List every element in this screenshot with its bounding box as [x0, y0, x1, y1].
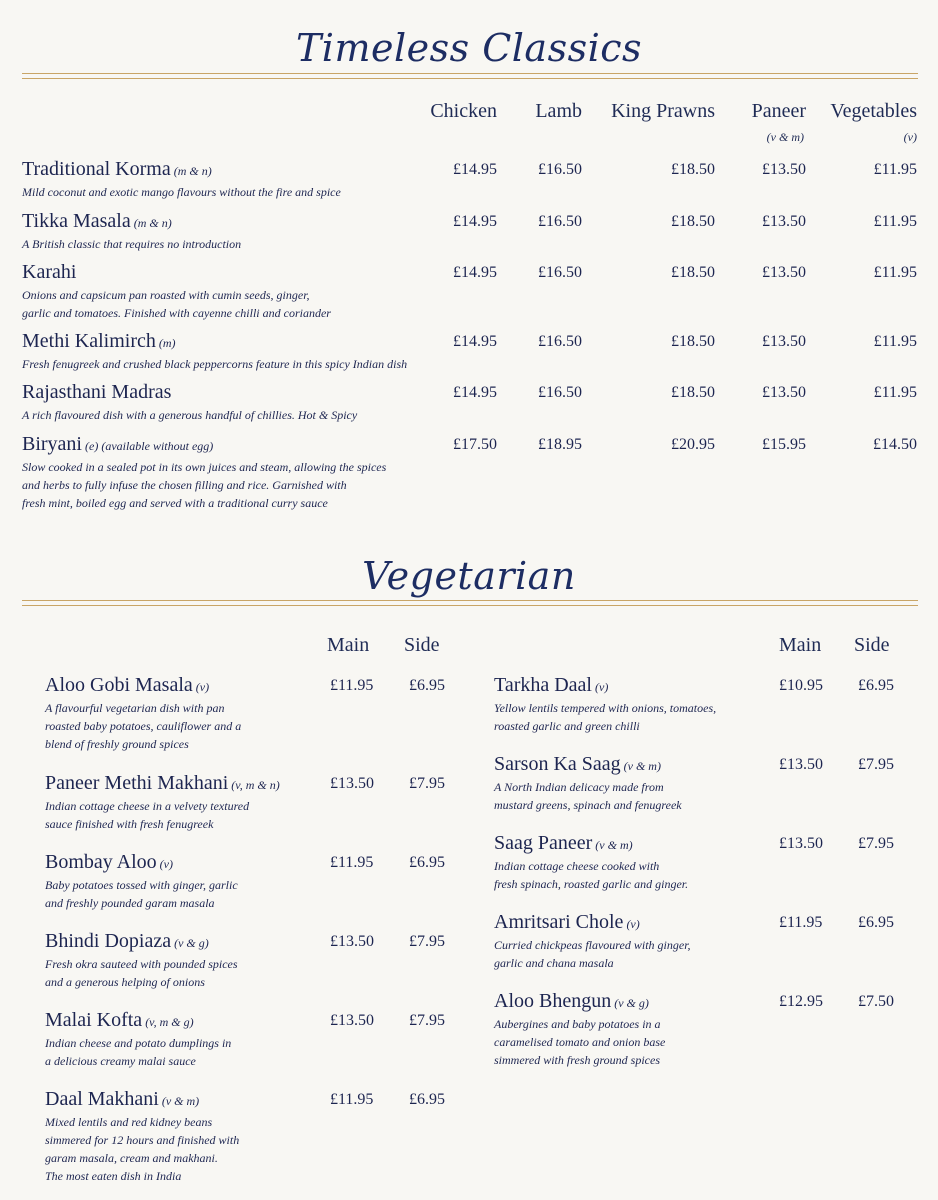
veg-dish-item — [45, 1088, 239, 1185]
dietary-tag: (m & n) — [173, 164, 212, 178]
dish-description — [22, 406, 357, 424]
dish-description — [45, 955, 238, 991]
description-line: simmered with fresh ground spices — [494, 1053, 660, 1067]
dish-price: £14.95 — [453, 264, 497, 281]
dish-name — [22, 261, 331, 284]
dish-title: Sarson Ka Saag — [494, 753, 621, 775]
dish-title: Traditional Korma — [22, 158, 171, 180]
dish-price: £18.50 — [671, 264, 715, 281]
dietary-tag: (v & m) — [595, 838, 633, 852]
dish-price: £18.50 — [671, 213, 715, 230]
description-line: and herbs to fully infuse the chosen filling and rice. Garnished with — [22, 478, 347, 492]
description-line: sauce finished with fresh fenugreek — [45, 817, 214, 831]
main-price: £11.95 — [330, 1091, 374, 1108]
column-note: (v) — [903, 130, 917, 144]
dish-item — [22, 261, 331, 322]
veg-dish-item — [45, 930, 238, 991]
side-price: £7.95 — [858, 756, 894, 773]
dietary-tag: (v, m & g) — [145, 1015, 194, 1029]
dish-title: Paneer Methi Makhani — [45, 772, 229, 794]
dish-description — [45, 1034, 231, 1070]
dish-price: £17.50 — [453, 436, 497, 453]
dish-price: £16.50 — [538, 333, 582, 350]
description-line: mustard greens, spinach and fenugreek — [494, 798, 682, 812]
description-line: simmered for 12 hours and finished with — [45, 1133, 240, 1147]
description-line: Aubergines and baby potatoes in a — [494, 1017, 661, 1031]
dish-price: £16.50 — [538, 384, 582, 401]
main-price: £13.50 — [330, 933, 374, 950]
dish-description — [22, 235, 241, 253]
description-line: roasted garlic and green chilli — [494, 719, 640, 733]
dish-price: £16.50 — [538, 213, 582, 230]
dish-title: Rajasthani Madras — [22, 381, 172, 403]
dish-item — [22, 158, 341, 201]
dish-name — [45, 772, 280, 795]
main-price: £13.50 — [779, 835, 823, 852]
dish-price: £13.50 — [762, 213, 806, 230]
side-price: £7.95 — [858, 835, 894, 852]
dish-title: Biryani — [22, 433, 82, 455]
dish-price: £16.50 — [538, 264, 582, 281]
dish-description — [494, 857, 688, 893]
dish-description — [45, 1113, 239, 1185]
description-line: roasted baby potatoes, cauliflower and a — [45, 719, 242, 733]
dish-name — [45, 851, 238, 874]
dish-price: £18.50 — [671, 161, 715, 178]
description-line: A flavourful vegetarian dish with pan — [45, 701, 225, 715]
dish-price: £11.95 — [873, 384, 917, 401]
veg-dish-item — [494, 990, 665, 1069]
dish-name — [22, 210, 241, 233]
veg-dish-item — [45, 674, 241, 753]
dish-item — [22, 433, 386, 512]
side-price: £6.95 — [409, 1091, 445, 1108]
description-line: Fresh fenugreek and crushed black peppercorns feature in this spicy Indian dish — [22, 357, 408, 371]
dish-price: £13.50 — [762, 161, 806, 178]
column-header: King Prawns — [611, 100, 715, 122]
description-line: garlic and chana masala — [494, 956, 614, 970]
description-line: Mixed lentils and red kidney beans — [45, 1115, 213, 1129]
dietary-tag: (v & g) — [174, 936, 209, 950]
dish-description — [22, 183, 341, 201]
dish-description — [45, 699, 241, 753]
dish-title: Saag Paneer — [494, 832, 593, 854]
dish-description — [494, 699, 716, 735]
side-price: £6.95 — [858, 677, 894, 694]
veg-right-side-header: Side — [854, 634, 890, 656]
main-price: £10.95 — [779, 677, 823, 694]
side-price: £7.50 — [858, 993, 894, 1010]
description-line: Yellow lentils tempered with onions, tomatoes, — [494, 701, 717, 715]
dish-title: Karahi — [22, 261, 77, 283]
description-line: Slow cooked in a sealed pot in its own juices and steam, allowing the spices — [22, 460, 387, 474]
dish-name — [45, 1088, 239, 1111]
dish-name — [494, 990, 665, 1013]
veg-dish-item — [45, 1009, 231, 1070]
description-line: and freshly pounded garam masala — [45, 896, 215, 910]
dish-item — [22, 210, 241, 253]
dish-price: £20.95 — [671, 436, 715, 453]
dish-name — [494, 753, 682, 776]
veg-right-main-header: Main — [779, 634, 822, 656]
side-price: £7.95 — [409, 1012, 445, 1029]
dish-description — [45, 797, 280, 833]
divider — [22, 600, 918, 606]
dietary-tag: (m & n) — [133, 216, 172, 230]
side-price: £6.95 — [409, 677, 445, 694]
dish-title: Bombay Aloo — [45, 851, 157, 873]
dietary-tag: (v) — [626, 917, 640, 931]
description-line: The most eaten dish in India — [45, 1169, 182, 1183]
main-price: £13.50 — [330, 775, 374, 792]
dietary-tag: (v) — [595, 680, 609, 694]
dish-price: £18.50 — [671, 333, 715, 350]
dish-price: £14.95 — [453, 161, 497, 178]
dish-description — [22, 355, 407, 373]
description-line: Indian cheese and potato dumplings in — [45, 1036, 232, 1050]
side-price: £6.95 — [858, 914, 894, 931]
description-line: and a generous helping of onions — [45, 975, 205, 989]
dish-name — [45, 930, 238, 953]
dish-title: Daal Makhani — [45, 1088, 159, 1110]
veg-dish-item — [45, 772, 280, 833]
veg-dish-item — [494, 911, 691, 972]
dish-item — [22, 381, 357, 424]
description-line: fresh mint, boiled egg and served with a traditional curry sauce — [22, 496, 328, 510]
dish-name — [22, 381, 357, 404]
column-header: Lamb — [535, 100, 582, 122]
dish-price: £18.50 — [671, 384, 715, 401]
dish-title: Bhindi Dopiaza — [45, 930, 172, 952]
dish-price: £18.95 — [538, 436, 582, 453]
dish-price: £11.95 — [873, 333, 917, 350]
dish-name — [22, 158, 341, 181]
description-line: a delicious creamy malai sauce — [45, 1054, 196, 1068]
dish-description — [494, 1015, 665, 1069]
side-price: £6.95 — [409, 854, 445, 871]
dish-price: £11.95 — [873, 264, 917, 281]
dish-title: Tikka Masala — [22, 210, 131, 232]
description-line: garlic and tomatoes. Finished with cayenne chilli and coriander — [22, 306, 331, 320]
description-line: Indian cottage cheese in a velvety textured — [45, 799, 250, 813]
description-line: Indian cottage cheese cooked with — [494, 859, 660, 873]
main-price: £11.95 — [779, 914, 823, 931]
description-line: blend of freshly ground spices — [45, 737, 189, 751]
veg-dish-item — [45, 851, 238, 912]
description-line: caramelised tomato and onion base — [494, 1035, 666, 1049]
dietary-tag: (v) — [159, 857, 173, 871]
dish-name — [494, 911, 691, 934]
dish-price: £13.50 — [762, 384, 806, 401]
dish-title: Aloo Gobi Masala — [45, 674, 193, 696]
column-header: Paneer — [751, 100, 806, 122]
dish-price: £13.50 — [762, 333, 806, 350]
dish-price: £15.95 — [762, 436, 806, 453]
dish-price: £11.95 — [873, 161, 917, 178]
description-line: Baby potatoes tossed with ginger, garlic — [45, 878, 238, 892]
dish-title: Aloo Bhengun — [494, 990, 612, 1012]
description-line: Onions and capsicum pan roasted with cumin seeds, ginger, — [22, 288, 310, 302]
description-line: A rich flavoured dish with a generous handful of chillies. Hot & Spicy — [22, 408, 358, 422]
dietary-tag: (v) — [195, 680, 210, 694]
dish-description — [22, 458, 386, 512]
dish-price: £14.50 — [873, 436, 917, 453]
veg-left-main-header: Main — [327, 634, 370, 656]
description-line: garam masala, cream and makhani. — [45, 1151, 218, 1165]
dish-price: £14.95 — [453, 384, 497, 401]
dish-price: £16.50 — [538, 161, 582, 178]
dietary-tag: (v & m) — [161, 1094, 200, 1108]
dish-title: Tarkha Daal — [494, 674, 592, 696]
description-line: A British classic that requires no introduction — [22, 237, 242, 251]
dish-name — [22, 330, 407, 353]
main-price: £12.95 — [779, 993, 823, 1010]
column-header: Vegetables — [830, 100, 917, 122]
section-title-vegetarian: Vegetarian — [362, 554, 576, 598]
dish-name — [494, 832, 688, 855]
dish-name — [45, 674, 241, 697]
dish-name — [494, 674, 716, 697]
dish-price: £11.95 — [873, 213, 917, 230]
dietary-tag: (v & m) — [623, 759, 661, 773]
veg-dish-item — [494, 832, 688, 893]
main-price: £11.95 — [330, 677, 374, 694]
main-price: £13.50 — [779, 756, 823, 773]
description-line: Curried chickpeas flavoured with ginger, — [494, 938, 691, 952]
dish-description — [22, 286, 331, 322]
column-header: Chicken — [430, 100, 497, 122]
dish-description — [45, 876, 238, 912]
dietary-tag: (e) (available without egg) — [85, 439, 214, 453]
dietary-tag: (v & g) — [614, 996, 649, 1010]
dish-name — [22, 433, 386, 456]
dish-item — [22, 330, 407, 373]
veg-left-side-header: Side — [404, 634, 440, 656]
dish-price: £13.50 — [762, 264, 806, 281]
description-line: fresh spinach, roasted garlic and ginger. — [494, 877, 689, 891]
section-title-classics: Timeless Classics — [295, 26, 643, 70]
description-line: A North Indian delicacy made from — [494, 780, 664, 794]
veg-dish-item — [494, 753, 682, 814]
veg-dish-item — [494, 674, 716, 735]
side-price: £7.95 — [409, 775, 445, 792]
main-price: £11.95 — [330, 854, 374, 871]
dish-description — [494, 936, 691, 972]
dish-title: Methi Kalimirch — [22, 330, 156, 352]
dish-name — [45, 1009, 231, 1032]
dish-price: £14.95 — [453, 333, 497, 350]
column-note: (v & m) — [766, 130, 804, 144]
main-price: £13.50 — [330, 1012, 374, 1029]
divider — [22, 73, 918, 79]
dietary-tag: (m) — [158, 336, 176, 350]
dish-description — [494, 778, 682, 814]
dish-title: Malai Kofta — [45, 1009, 143, 1031]
description-line: Fresh okra sauteed with pounded spices — [45, 957, 238, 971]
side-price: £7.95 — [409, 933, 445, 950]
description-line: Mild coconut and exotic mango flavours without the fire and spice — [22, 185, 341, 199]
dietary-tag: (v, m & n) — [231, 778, 280, 792]
dish-title: Amritsari Chole — [494, 911, 624, 933]
dish-price: £14.95 — [453, 213, 497, 230]
